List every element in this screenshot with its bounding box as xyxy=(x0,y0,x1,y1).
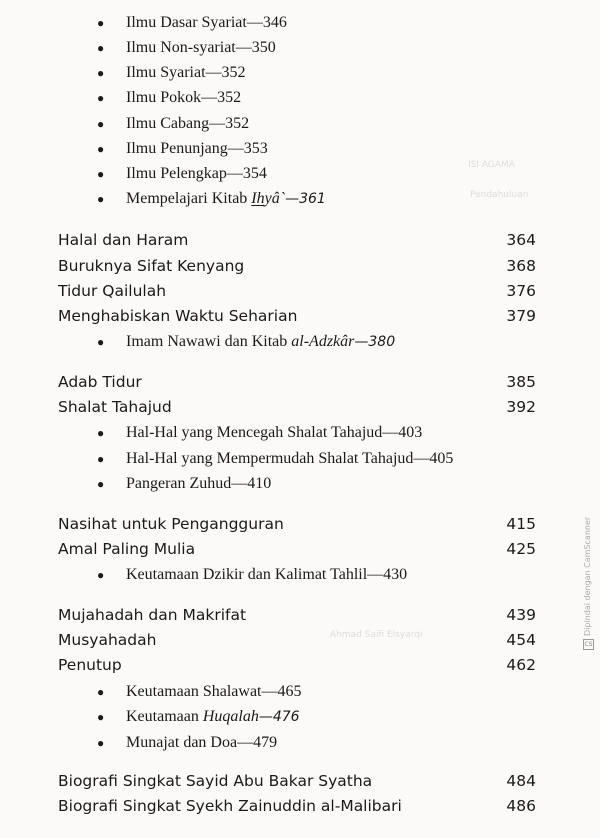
entry-page: 486 xyxy=(506,797,536,815)
toc-entry[interactable] xyxy=(58,370,536,394)
entry-title: Tidur Qailulah xyxy=(58,282,167,300)
toc-entry[interactable] xyxy=(58,653,536,677)
toc-entry[interactable] xyxy=(58,794,536,818)
toc-subitem[interactable]: ● Pangeran Zuhud—410 xyxy=(97,475,272,492)
entry-page: 368 xyxy=(506,257,536,275)
entry-title: Menghabiskan Waktu Seharian xyxy=(58,307,298,325)
toc-subitem[interactable]: ● Ilmu Pelengkap—354 xyxy=(97,165,267,182)
bleed-through-text: ISI AGAMA xyxy=(468,160,515,170)
entry-page: 425 xyxy=(506,540,536,558)
toc-subitem[interactable]: ● Keutamaan Dzikir dan Kalimat Tahlil—430 xyxy=(97,566,408,583)
toc-subitem[interactable]: ● Keutamaan Shalawat—465 xyxy=(97,683,302,700)
toc-entry[interactable] xyxy=(58,537,536,561)
toc-entry[interactable] xyxy=(58,603,536,627)
entry-page: 376 xyxy=(506,282,536,300)
bleed-through-text: Pendahuluan xyxy=(470,190,529,200)
toc-entry[interactable] xyxy=(58,279,536,303)
toc-subitem[interactable]: ● Ilmu Cabang—352 xyxy=(97,115,250,132)
entry-page: 385 xyxy=(506,373,536,391)
bleed-through-text: Ahmad Saifi Elsyarqi xyxy=(330,630,423,640)
camscanner-icon: CS xyxy=(584,641,592,648)
toc-entry[interactable] xyxy=(58,228,536,252)
entry-page: 392 xyxy=(506,398,536,416)
toc-subitem[interactable]: ● Ilmu Non-syariat—350 xyxy=(97,39,276,56)
toc-entry[interactable] xyxy=(58,512,536,536)
entry-title: Biografi Singkat Syekh Zainuddin al-Malibari xyxy=(58,797,402,815)
toc-entry[interactable] xyxy=(58,254,536,278)
entry-title: Adab Tidur xyxy=(58,373,142,391)
entry-page: 439 xyxy=(506,606,536,624)
entry-page: 462 xyxy=(506,656,536,674)
toc-subitem[interactable]: ● Hal-Hal yang Mencegah Shalat Tahajud—403 xyxy=(97,424,423,441)
entry-page: 484 xyxy=(506,772,536,790)
watermark-text: Dipindai dengan CamScanner xyxy=(583,516,592,636)
toc-subitem[interactable]: ● Ilmu Dasar Syariat—346 xyxy=(97,14,287,31)
entry-title: Biografi Singkat Sayid Abu Bakar Syatha xyxy=(58,772,373,790)
toc-subitem[interactable]: ● Ilmu Penunjang—353 xyxy=(97,140,268,157)
toc-entry[interactable] xyxy=(58,628,536,652)
entry-title: Halal dan Haram xyxy=(58,231,189,249)
entry-title: Buruknya Sifat Kenyang xyxy=(58,257,245,275)
toc-entry[interactable] xyxy=(58,304,536,328)
entry-title: Shalat Tahajud xyxy=(58,398,172,416)
entry-title: Amal Paling Mulia xyxy=(58,540,196,558)
toc-subitem[interactable]: ● Munajat dan Doa—479 xyxy=(97,734,278,751)
entry-title: Musyahadah xyxy=(58,631,157,649)
toc-entry[interactable] xyxy=(58,395,536,419)
entry-page: 454 xyxy=(506,631,536,649)
entry-title: Nasihat untuk Pengangguran xyxy=(58,515,284,533)
toc-subitem[interactable]: ● Keutamaan Huqalah—476 xyxy=(97,708,300,725)
scanner-watermark xyxy=(582,500,594,650)
toc-subitem[interactable]: ● Ilmu Syariat—352 xyxy=(97,64,246,81)
toc-subitem[interactable]: ● Hal-Hal yang Mempermudah Shalat Tahajud—405 xyxy=(97,450,454,467)
entry-title: Mujahadah dan Makrifat xyxy=(58,606,247,624)
entry-page: 379 xyxy=(506,307,536,325)
entry-page: 415 xyxy=(506,515,536,533)
toc-entry[interactable] xyxy=(58,769,536,793)
entry-page: 364 xyxy=(506,231,536,249)
toc-subitem[interactable]: ● Ilmu Pokok—352 xyxy=(97,89,242,106)
toc-subitem[interactable]: ● Imam Nawawi dan Kitab al-Adzkâr—380 xyxy=(97,333,396,350)
entry-title: Penutup xyxy=(58,656,122,674)
toc-subitem[interactable]: ● Mempelajari Kitab Ihyâ`—361 xyxy=(97,190,326,207)
